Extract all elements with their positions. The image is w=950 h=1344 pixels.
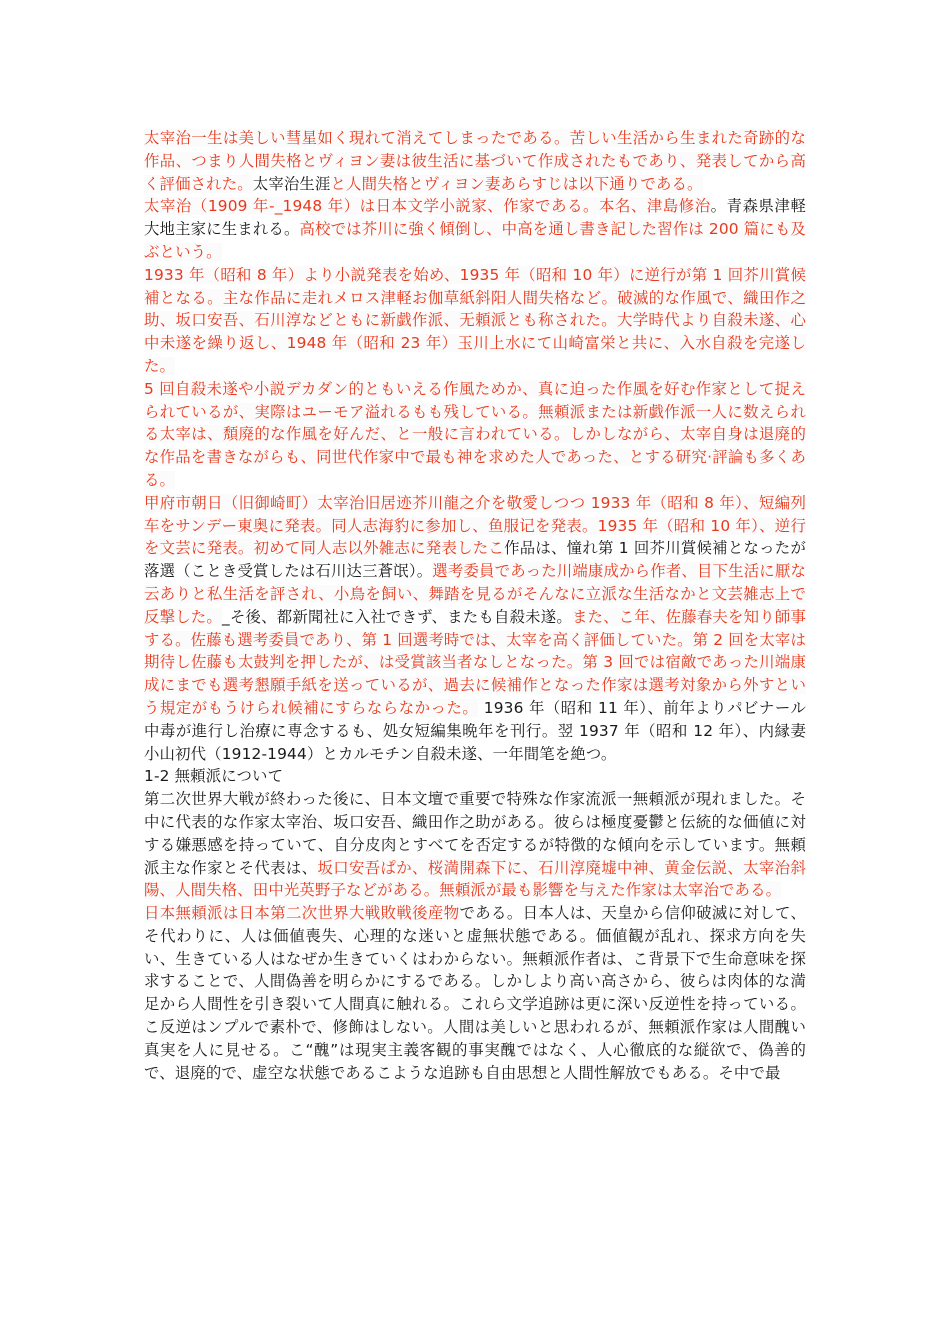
- text-span: 甲府市朝日（旧御崎町）太宰治旧居迹芥川龍之介を敬愛しつつ 1933 年（昭和 8 年）、短編列车をサンデー東奥に発表。同人志海豹に参加し、鱼服记を発表。1935 年（昭和 10 年）、逆行を文芸に発表。初めて同人志以外雑志に発表したこ: [144, 493, 806, 558]
- text-span: また、こ年、佐藤春夫を知り師事する。佐藤も選考委員であり、第 1 回選考時では、太宰を高く評価していた。第 2 回を太宰は期待し佐藤も太鼓判を押したが、は受賞該当者なしとなった。第 3 回では宿敵であった川端康成にまでも選考懇願手紙を送っているが、過去に候補作となった作家は選考対象から外すという規定がもうけられ候補にすらならなかった。: [144, 607, 806, 717]
- text-span: である。日本人は、天皇から信仰破滅に対して、そ代わりに、人は価値喪失、心理的な迷いと虚無状態である。価値観が乱れ、探求方向を失い、生きている人はなぜか生きていくはわからない。無頼派作者は、こ背景下で生命意味を探求することで、人間偽善を明らかにするである。しかしより高い高さから、彼らは肉体的な満足から人間性を引き裂いて人間真に触れる。これら文学追跡は更に深い反逆性を持っている。こ反逆はンプルで素朴で、修飾はしない。人間は美しいと思われるが、無頼派作家は人間醜い真実を人に見せる。こ“醜”は現実主義客観的事実醜ではなく、人心徹底的な縦欲で、偽善的で、退廃的で、虚空な状態であるこような追跡も自由思想と人間性解放でもある。そ中で最: [144, 904, 806, 1082]
- text-span: 第二次世界大戦が終わった後に、日本文壇で重要で特殊な作家流派一無頼派が現れました。そ中に代表的な作家太宰治、坂口安吾、織田作之助がある。彼らは極度憂鬱と伝統的な価値に対する嫌悪感を持っていて、自分皮肉とすべてを否定するが特徴的な傾向を示しています。無頼派主な作家とそ代表は、: [144, 790, 806, 877]
- paragraph-buraiha: [144, 788, 806, 902]
- paragraph-intro: [144, 127, 806, 195]
- paragraph-postwar: [144, 902, 806, 1084]
- paragraph-style: [144, 378, 806, 492]
- text-span: 高校では芥川に強く傾倒し、中高を通し書き記した習作は 200 篇にも及ぶという。: [144, 220, 806, 261]
- text-span: 太宰治一生は美しい彗星如く現れて消えてしまったである。苦しい生活から生まれた奇跡的な作品、つまり人間失格とヴィヨン妻は彼生活に基づいて作成されたもであり、発表してから高く評価された。: [144, 129, 806, 193]
- text-span: 。青森県津軽大地主家に生まれる。: [144, 197, 806, 239]
- paragraph-career: [144, 264, 806, 378]
- text-span: 1933 年（昭和 8 年）より小説発表を始め、1935 年（昭和 10 年）に逆行が第 1 回芥川賞候補となる。主な作品に走れメロス津軽お伽草紙斜阳人間失格など。破滅的な作風で、織田作之助、坂口安吾、石川淳などともに新戯作派、无頼派とも称された。大学時代より自殺未遂、心中未遂を繰り返し、1948 年（昭和 23 年）玉川上水にて山崎富栄と共に、入水自殺を完遂した。: [144, 265, 806, 375]
- text-span: 作品は、憧れ第 1 回芥川賞候補となったが落選（ことき受賞したは石川达三蒼氓）。: [144, 539, 806, 581]
- text-span: 1936 年（昭和 11 年）、前年よりパビナール中毒が進行し治療に専念するも、処女短編集晩年を刊行。翌 1937 年（昭和 12 年）、内縁妻小山初代（1912-1944）とカルモチン自殺未遂、一年間笔を絶つ。: [144, 698, 806, 763]
- section-heading: [144, 765, 806, 788]
- text-span: 1-2 無頼派について: [144, 767, 284, 786]
- text-span: 坂口安吾ぱか、桜満開森下に、石川淳廃墟中神、黄金伝説、太宰治斜陽、人間失格、田中光英野子などがある。無頼派が最も影響を与えた作家は太宰治である。: [144, 858, 806, 900]
- text-span: 太宰治（1909 年-_1948 年）は日本文学小説家、作家である。本名、津島修治: [144, 197, 711, 216]
- text-span: _そ後、都新聞社に入社できず、またも自殺未遂。: [222, 607, 572, 626]
- document-body: [144, 127, 806, 1084]
- text-span: 日本無頼派は日本第二次世界大戦敗戦後産物: [144, 904, 460, 923]
- text-span: 5 回自殺未遂や小説デカダン的ともいえる作風ためか、真に迫った作風を好む作家として捉えられているが、実際はユーモア溢れるもも残している。無頼派または新戯作派一人に数えられる太宰は、頽廃的な作風を好んだ、と一般に言われている。しかしながら、太宰自身は退廃的な作品を書きながらも、同世代作家中で最も神を求めた人であった、とする研究·評論も多くある。: [144, 379, 806, 489]
- paragraph-biography: [144, 195, 806, 263]
- text-span: 太宰治生涯: [252, 174, 331, 193]
- paragraph-akutagawa-prize: [144, 492, 806, 766]
- text-span: と人間失格とヴィヨン妻あらすじは以下通りである。: [330, 174, 703, 193]
- text-span: 選考委員であった川端康成から作者、目下生活に厭な云ありと私生活を評され、小鳥を飼い、舞踏を見るがそんなに立派な生活なかと文芸雑志上で反撃した。: [144, 562, 806, 626]
